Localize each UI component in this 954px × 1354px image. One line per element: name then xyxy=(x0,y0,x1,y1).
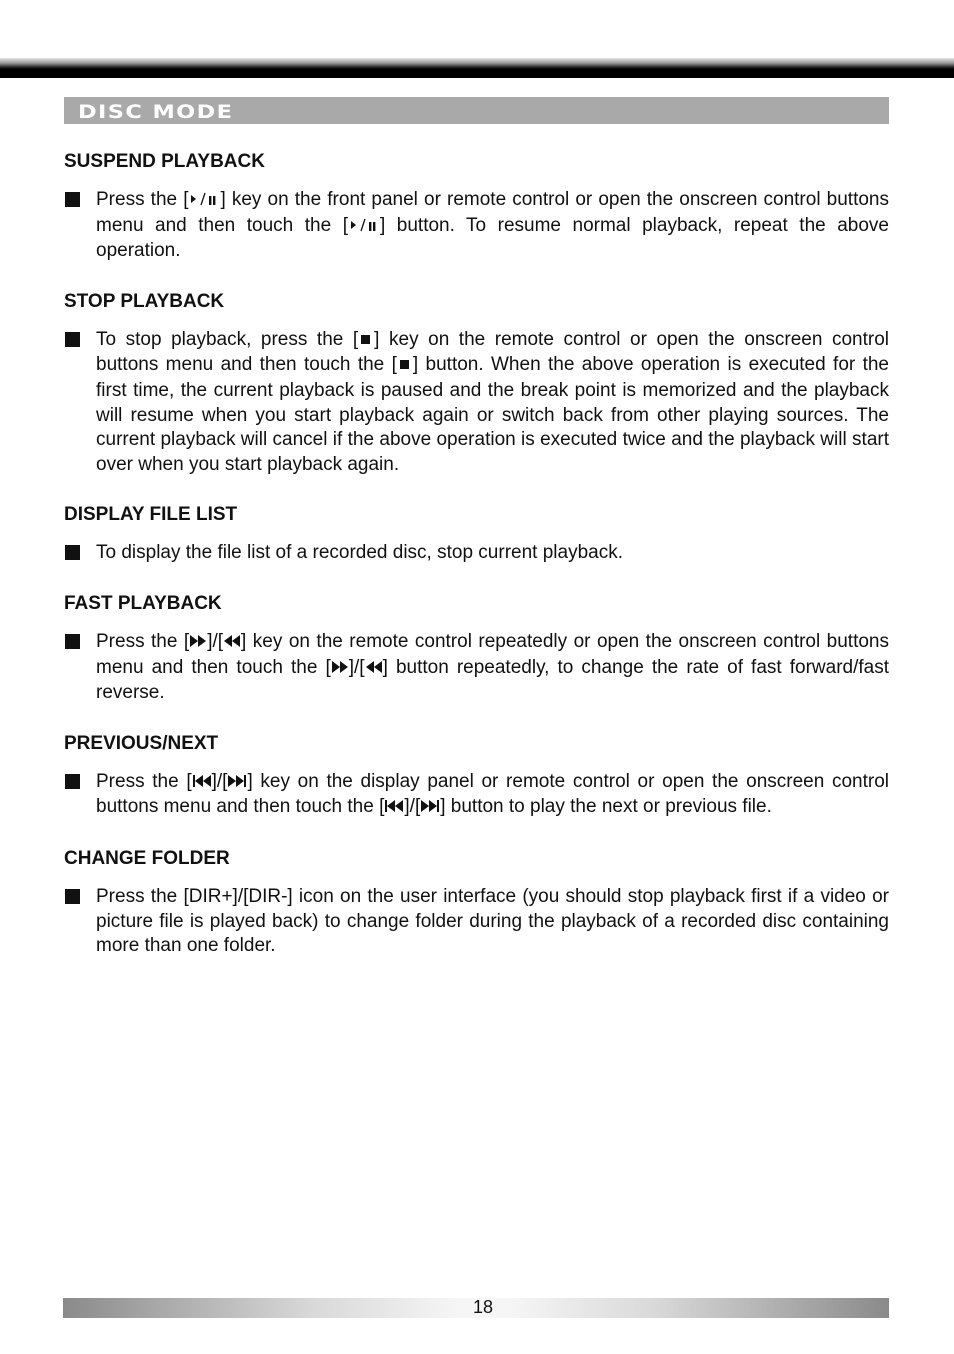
stop-icon xyxy=(358,329,374,354)
list-item: Press the [DIR+]/[DIR-] icon on the user interface (you should stop playback first if a video or picture file is played back) to change folder during the playback of a recorded disc containing more than one folder. xyxy=(64,885,889,959)
section-fast-playback xyxy=(64,592,889,706)
section-title: PREVIOUS/NEXT xyxy=(64,732,219,754)
fast-reverse-icon xyxy=(365,657,383,682)
list-item: Press the [ ]/[ ] key on the display panel or remote control or open the onscreen control buttons menu and then touch the [ ]/[ ] button to play the next or previous file. xyxy=(64,770,889,821)
page-number: 18 xyxy=(472,1297,494,1317)
section-stop-playback xyxy=(64,290,889,478)
play-pause-icon xyxy=(348,215,380,240)
section-suspend-playback xyxy=(64,150,889,264)
square-bullet-icon xyxy=(65,192,80,207)
section-title: DISPLAY FILE LIST xyxy=(64,504,238,526)
square-bullet-icon xyxy=(65,889,80,904)
square-bullet-icon xyxy=(65,545,80,560)
fast-forward-icon xyxy=(189,631,207,656)
list-item: To stop playback, press the [ ] key on the remote control or open the onscreen control buttons menu and then touch the [ ] button. When the above operation is executed for the first time, the current playback is paused and the break point is memorized and the playback will resume when you start playback again or switch back from other playing sources. The current playback will cancel if the above operation is executed twice and the playback will start over when you start playback again. xyxy=(64,328,889,478)
square-bullet-icon xyxy=(65,774,80,789)
section-title: CHANGE FOLDER xyxy=(64,847,230,869)
next-track-icon xyxy=(227,771,247,796)
square-bullet-icon xyxy=(65,634,80,649)
fast-forward-icon xyxy=(331,657,349,682)
content xyxy=(64,150,889,985)
section-change-folder xyxy=(64,847,889,959)
section-header xyxy=(64,97,889,124)
top-decorative-bar xyxy=(0,58,954,78)
previous-track-icon xyxy=(384,796,404,821)
list-item: To display the file list of a recorded disc, stop current playback. xyxy=(64,541,889,566)
stop-icon xyxy=(397,354,413,379)
fast-reverse-icon xyxy=(223,631,241,656)
previous-track-icon xyxy=(192,771,212,796)
square-bullet-icon xyxy=(65,332,80,347)
section-display-file-list xyxy=(64,503,889,566)
section-title: STOP PLAYBACK xyxy=(64,290,225,312)
list-item: Press the [ ]/[ ] key on the remote control repeatedly or open the onscreen control buttons menu and then touch the [ ]/[ ] button repeatedly, to change the rate of fast forward/fast reverse. xyxy=(64,630,889,706)
play-pause-icon xyxy=(188,189,220,214)
section-title: FAST PLAYBACK xyxy=(64,592,222,614)
next-track-icon xyxy=(420,796,440,821)
list-item: Press the [ ] key on the front panel or remote control or open the onscreen control buttons menu and then touch the [ ] button. To resume normal playback, repeat the above operation. xyxy=(64,188,889,264)
section-header-title: DISC MODE xyxy=(78,101,234,123)
section-title: SUSPEND PLAYBACK xyxy=(64,151,265,172)
section-previous-next xyxy=(64,732,889,821)
